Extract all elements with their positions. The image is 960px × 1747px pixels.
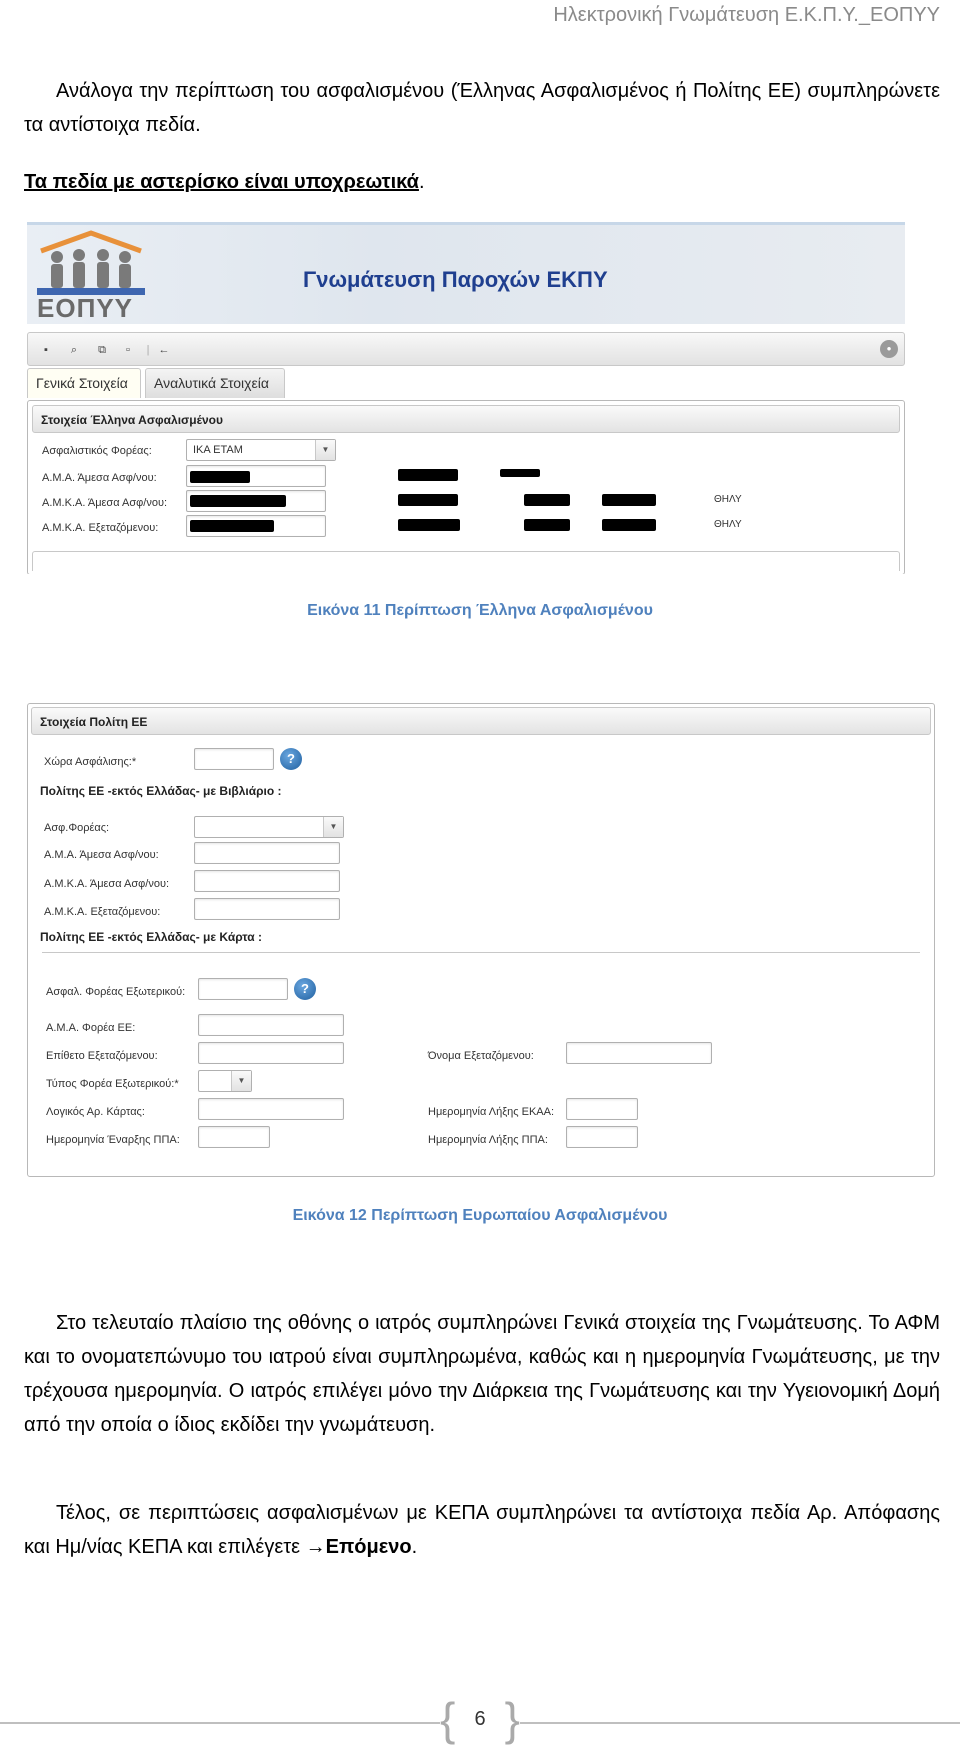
- amka-label: Α.Μ.Κ.Α. Άμεσα Ασφ/νου:: [42, 497, 168, 509]
- required-note-text: Τα πεδία με αστερίσκο είναι υποχρεωτικά: [24, 171, 419, 193]
- close-circle-icon[interactable]: •: [880, 340, 898, 358]
- section-card-title: Πολίτης ΕΕ -εκτός Ελλάδας- με Κάρτα :: [40, 930, 263, 944]
- redaction: [602, 519, 656, 531]
- panel-title: Στοιχεία Πολίτη ΕΕ: [31, 707, 931, 735]
- body-text-2: Τέλος, σε περιπτώσεις ασφαλισμένων με ΚΕΠΑ συμπληρώνει τα αντίστοιχα πεδία Αρ. Απόφασης και Ημ/νίας ΚΕΠΑ και επιλέγετε: [24, 1502, 940, 1558]
- ekaa-expiry-input[interactable]: [566, 1098, 638, 1120]
- app-banner: [27, 222, 905, 324]
- card-number-label: Λογικός Αρ. Κάρτας:: [46, 1106, 145, 1118]
- body-paragraph-2: [24, 1496, 940, 1564]
- booklet-insurer-select[interactable]: [194, 816, 344, 838]
- redaction: [524, 519, 570, 531]
- tab-details[interactable]: Αναλυτικά Στοιχεία: [145, 368, 285, 398]
- search-icon[interactable]: ⌕: [70, 344, 78, 356]
- name-input[interactable]: [566, 1042, 712, 1064]
- ppa-start-label: Ημερομηνία Έναρξης ΠΠΑ:: [46, 1134, 180, 1146]
- booklet-insurer-label: Ασφ.Φορέας:: [44, 822, 110, 834]
- foreign-insurer-input[interactable]: [198, 978, 288, 1000]
- foreign-insurer-label: Ασφαλ. Φορέας Εξωτερικού:: [46, 986, 186, 998]
- chevron-down-icon[interactable]: ▼: [315, 440, 335, 460]
- insurer-label: Ασφαλιστικός Φορέας:: [42, 445, 152, 457]
- document-icon[interactable]: ▫: [126, 344, 130, 356]
- tab-general[interactable]: Γενικά Στοιχεία: [27, 368, 141, 398]
- intro-text: Ανάλογα την περίπτωση του ασφαλισμένου (Έλληνας Ασφαλισμένος ή Πολίτης ΕΕ) συμπληρώνετε τα αντίστοιχα πεδία.: [24, 80, 940, 136]
- surname-label: Επίθετο Εξεταζόμενου:: [46, 1050, 158, 1062]
- save-icon[interactable]: ▪: [44, 344, 48, 356]
- arrow-icon: →: [305, 1536, 326, 1558]
- name-label: Όνομα Εξεταζόμενου:: [428, 1050, 534, 1062]
- section-divider: [42, 952, 920, 953]
- greek-insured-panel: [27, 400, 905, 574]
- redaction: [190, 520, 274, 532]
- next-label: Επόμενο: [325, 1536, 412, 1558]
- figure-caption: Εικόνα 11 Περίπτωση Έλληνα Ασφαλισμένου: [307, 602, 653, 619]
- country-label: Χώρα Ασφάλισης:*: [44, 756, 137, 768]
- gender-value: ΘΗΛΥ: [714, 519, 742, 530]
- panel-title: Στοιχεία Έλληνα Ασφαλισμένου: [32, 405, 900, 433]
- redaction: [398, 469, 458, 481]
- gender-value: ΘΗΛΥ: [714, 494, 742, 505]
- redaction: [524, 494, 570, 506]
- redaction: [398, 519, 460, 531]
- redaction: [500, 469, 540, 477]
- booklet-amka-exam-input[interactable]: [194, 898, 340, 920]
- insurer-value: ΙΚΑ ΕΤΑΜ: [193, 444, 243, 456]
- card-number-input[interactable]: [198, 1098, 344, 1120]
- logo-text: ΕΟΠΥΥ: [37, 293, 134, 323]
- help-icon[interactable]: ?: [294, 978, 316, 1000]
- booklet-amka-exam-label: Α.Μ.Κ.Α. Εξεταζόμενου:: [44, 906, 161, 918]
- body-paragraph-1: [24, 1306, 940, 1442]
- body-text-1: Στο τελευταίο πλαίσιο της οθόνης ο ιατρός συμπληρώνει Γενικά στοιχεία της Γνωμάτευσης. Το ΑΦΜ και το ονοματεπώνυμο του ιατρού είναι συμπληρωμένα, καθώς και η ημερομηνία Γνωμάτευσης, με την τρέχουσα ημερομηνία. Ο ιατρός επιλέγει μόνο την Διάρκεια της Γνωμάτευσης και την Υγειονομική Δομή από την οποία ο ίδιος εκδίδει την γνωμάτευση.: [24, 1312, 940, 1436]
- required-note-end: .: [418, 171, 425, 193]
- next-section-edge: [32, 551, 900, 571]
- help-icon[interactable]: ?: [280, 748, 302, 770]
- bracket-right-icon: }: [504, 1693, 520, 1745]
- redaction: [602, 494, 656, 506]
- chevron-down-icon[interactable]: ▼: [323, 817, 343, 837]
- copy-icon[interactable]: ⧉: [98, 344, 106, 356]
- insurer-select[interactable]: [186, 439, 336, 461]
- page-number: 6: [474, 1708, 486, 1730]
- required-note: [24, 167, 425, 197]
- document-header: Ηλεκτρονική Γνωμάτευση Ε.Κ.Π.Υ._ΕΟΠΥΥ: [553, 4, 940, 26]
- intro-paragraph: [24, 74, 940, 142]
- redaction: [190, 495, 286, 507]
- redaction: [398, 494, 458, 506]
- booklet-ama-label: Α.Μ.Α. Άμεσα Ασφ/νου:: [44, 849, 159, 861]
- bracket-left-icon: {: [440, 1693, 456, 1745]
- country-input[interactable]: [194, 748, 274, 770]
- banner-title: Γνωμάτευση Παροχών ΕΚΠΥ: [303, 267, 608, 292]
- insurer-type-select[interactable]: [198, 1070, 252, 1092]
- ppa-start-input[interactable]: [198, 1126, 270, 1148]
- booklet-ama-input[interactable]: [194, 842, 340, 864]
- ama-eu-input[interactable]: [198, 1014, 344, 1036]
- ekaa-expiry-label: Ημερομηνία Λήξης ΕΚΑΑ:: [428, 1106, 555, 1118]
- back-arrow-icon[interactable]: ←: [158, 344, 170, 356]
- ama-eu-label: Α.Μ.Α. Φορέα ΕΕ:: [46, 1022, 136, 1034]
- toolbar: [27, 332, 905, 366]
- ama-label: Α.Μ.Α. Άμεσα Ασφ/νου:: [42, 472, 157, 484]
- booklet-amka-input[interactable]: [194, 870, 340, 892]
- chevron-down-icon[interactable]: ▼: [231, 1071, 251, 1091]
- screenshot-greek-insured: [27, 222, 905, 574]
- body-text-2-end: .: [411, 1536, 418, 1558]
- amka-exam-label: Α.Μ.Κ.Α. Εξεταζόμενου:: [42, 522, 159, 534]
- redaction: [190, 471, 250, 483]
- ppa-expiry-label: Ημερομηνία Λήξης ΠΠΑ:: [428, 1134, 548, 1146]
- eopyy-logo-icon: [35, 229, 147, 291]
- section-booklet-title: Πολίτης ΕΕ -εκτός Ελλάδας- με Βιβλιάριο :: [40, 784, 282, 798]
- page-number-box: [440, 1693, 520, 1746]
- separator-icon: |: [146, 344, 150, 356]
- screenshot-eu-insured: [27, 703, 935, 1177]
- surname-input[interactable]: [198, 1042, 344, 1064]
- booklet-amka-label: Α.Μ.Κ.Α. Άμεσα Ασφ/νου:: [44, 878, 170, 890]
- ppa-expiry-input[interactable]: [566, 1126, 638, 1148]
- figure-caption: Εικόνα 12 Περίπτωση Ευρωπαίου Ασφαλισμένου: [292, 1207, 668, 1224]
- insurer-type-label: Τύπος Φορέα Εξωτερικού:*: [46, 1078, 179, 1090]
